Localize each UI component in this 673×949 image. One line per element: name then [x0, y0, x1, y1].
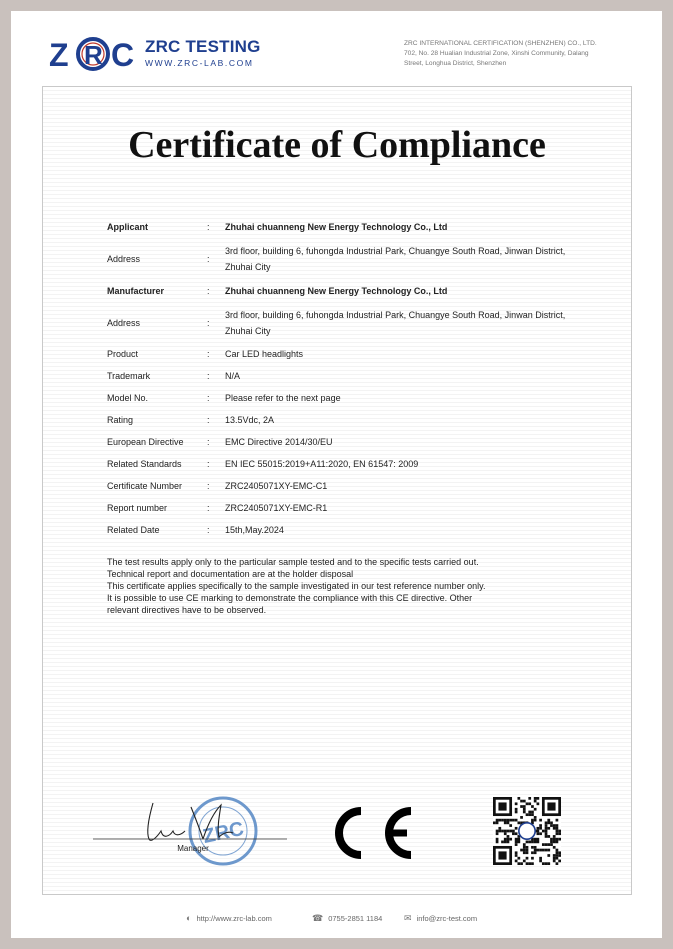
field-row	[107, 387, 607, 409]
field-value: 3rd floor, building 6, fuhongda Industrial Park, Chuangye South Road, Jinwan District, Zhuhai City	[225, 310, 566, 336]
footer-website-text: http://www.zrc-lab.com	[196, 913, 272, 923]
field-separator: :	[207, 459, 210, 469]
field-value: Car LED headlights	[225, 349, 304, 359]
field-row	[107, 475, 607, 497]
field-value: EN IEC 55015:2019+A11:2020, EN 61547: 2009	[225, 459, 419, 469]
footer-email[interactable]	[404, 913, 477, 924]
field-separator: :	[207, 481, 210, 491]
mail-icon: ✉	[404, 913, 412, 923]
field-label: Applicant	[107, 222, 149, 232]
note-line: The test results apply only to the particular sample tested and to the specific tests carried out.	[107, 557, 479, 567]
field-separator: :	[207, 349, 210, 359]
field-row	[107, 365, 607, 387]
field-row	[107, 431, 607, 453]
field-separator: :	[207, 415, 210, 425]
letterhead	[11, 11, 662, 81]
field-value: Zhuhai chuanneng New Energy Technology Co., Ltd	[225, 286, 448, 296]
field-label: Manufacturer	[107, 286, 165, 296]
globe-icon: ◐	[186, 913, 192, 923]
field-value: N/A	[225, 371, 241, 381]
field-label: Address	[107, 254, 141, 264]
field-separator: :	[207, 525, 210, 535]
field-separator: :	[207, 254, 210, 264]
field-separator: :	[207, 503, 210, 513]
company-address	[404, 39, 634, 69]
field-label: Model No.	[107, 393, 149, 403]
brand-block	[145, 37, 261, 68]
field-label: Related Date	[107, 525, 160, 535]
svg-text:R: R	[84, 40, 103, 70]
note-line: relevant directives have to be observed.	[107, 605, 267, 615]
field-row	[107, 409, 607, 431]
field-separator: :	[207, 286, 210, 296]
qr-code[interactable]	[493, 797, 561, 865]
field-value: EMC Directive 2014/30/EU	[225, 437, 333, 447]
certificate-title: Certificate of Compliance	[128, 124, 546, 166]
footer-phone-text: 0755-2851 1184	[328, 914, 383, 923]
note-line: It is possible to use CE marking to demonstrate the compliance with this CE directive. Other	[107, 593, 473, 603]
svg-text:ZRC: ZRC	[201, 817, 246, 848]
field-label: Report number	[107, 503, 168, 513]
signature-block	[91, 787, 291, 877]
field-row	[107, 343, 607, 365]
field-label: European Directive	[107, 437, 184, 447]
phone-icon: ☎	[312, 913, 324, 923]
company-line: Street, Longhua District, Shenzhen	[404, 60, 507, 67]
field-value: Zhuhai chuanneng New Energy Technology Co., Ltd	[225, 222, 448, 232]
company-line: 702, No. 28 Hualian Industrial Zone, Xinshi Community, Dalang	[404, 50, 589, 57]
svg-text:C: C	[111, 37, 135, 73]
field-row	[107, 497, 607, 519]
footer-email-text: info@zrc-test.com	[416, 914, 478, 923]
field-row	[107, 453, 607, 475]
field-separator: :	[207, 371, 210, 381]
zrc-logo	[49, 35, 145, 73]
field-separator: :	[207, 222, 210, 232]
ce-mark	[327, 803, 417, 863]
field-value: Please refer to the next page	[225, 393, 341, 403]
field-row	[107, 215, 607, 239]
footer-website[interactable]	[186, 913, 272, 923]
field-label: Trademark	[107, 371, 151, 381]
certificate-frame	[42, 86, 632, 895]
field-label: Rating	[107, 415, 134, 425]
field-separator: :	[207, 393, 210, 403]
field-value: 15th,May.2024	[225, 525, 284, 535]
certificate-notes	[107, 556, 567, 616]
field-row	[107, 303, 607, 343]
field-row	[107, 279, 607, 303]
svg-text:Z: Z	[49, 37, 69, 73]
field-separator: :	[207, 437, 210, 447]
brand-website: WWW.ZRC-LAB.COM	[145, 58, 254, 68]
page-footer	[11, 903, 662, 933]
certificate-page	[11, 11, 662, 938]
field-value: ZRC2405071XY-EMC-C1	[225, 481, 328, 491]
field-label: Product	[107, 349, 139, 359]
certificate-fields	[107, 215, 607, 541]
field-label: Address	[107, 318, 141, 328]
field-value: 13.5Vdc, 2A	[225, 415, 275, 425]
signatory-role: Manager	[177, 844, 209, 853]
field-row	[107, 519, 607, 541]
company-line: ZRC INTERNATIONAL CERTIFICATION (SHENZHEN) CO., LTD.	[404, 40, 597, 47]
field-label: Certificate Number	[107, 481, 183, 491]
note-line: Technical report and documentation are at the holder disposal	[107, 569, 354, 579]
brand-name: ZRC TESTING	[145, 37, 261, 56]
field-row	[107, 239, 607, 279]
footer-phone	[312, 913, 382, 924]
field-value: ZRC2405071XY-EMC-R1	[225, 503, 328, 513]
field-label: Related Standards	[107, 459, 182, 469]
note-line: This certificate applies specifically to the sample investigated in our test reference number only.	[107, 581, 486, 591]
field-separator: :	[207, 318, 210, 328]
field-value: 3rd floor, building 6, fuhongda Industrial Park, Chuangye South Road, Jinwan District, Zhuhai City	[225, 246, 566, 272]
